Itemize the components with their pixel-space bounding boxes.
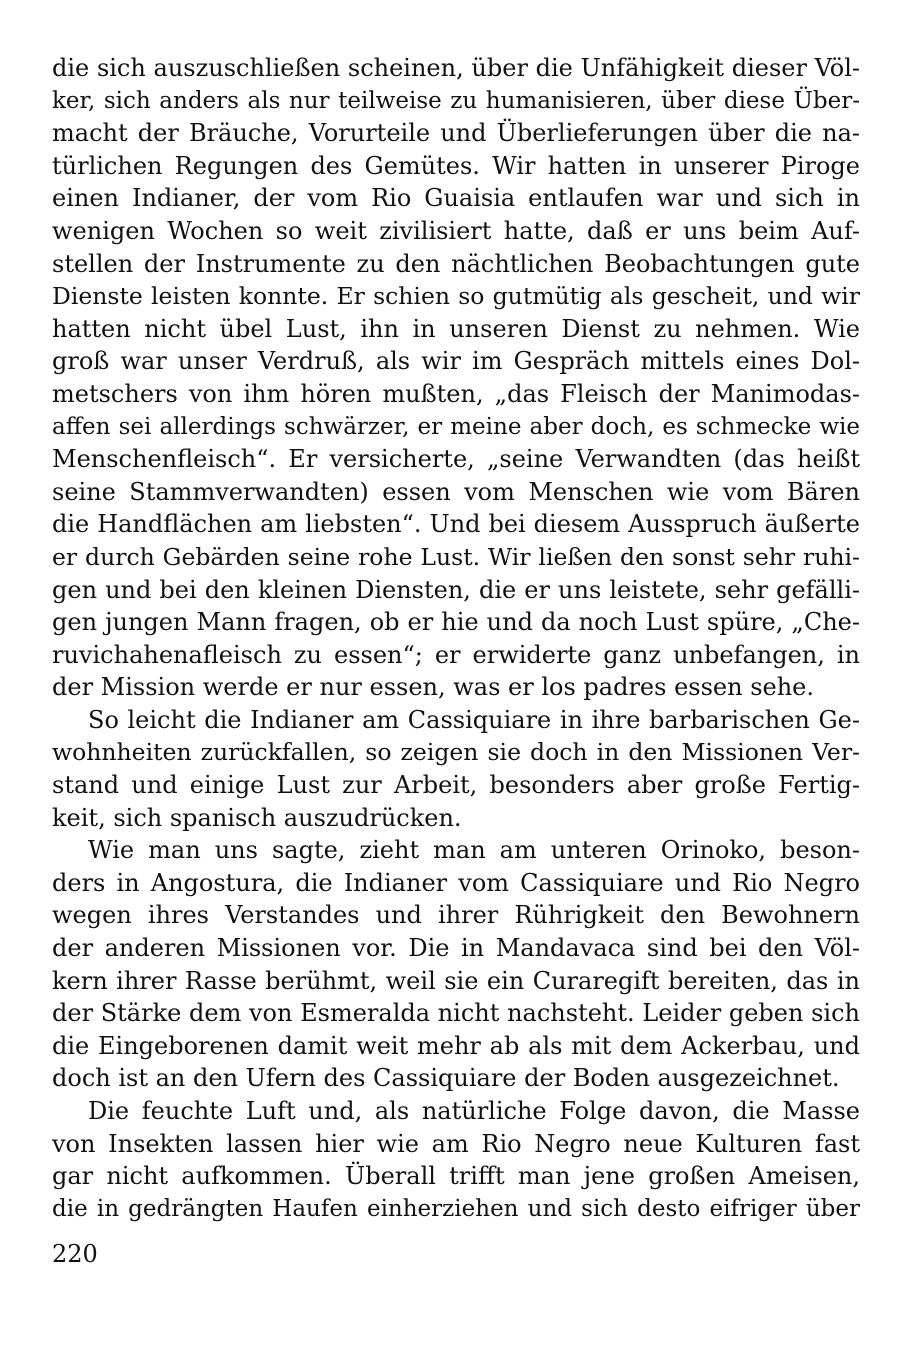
text-line: einen Indianer, der vom Rio Guaisia entlaufen war und sich in (52, 184, 860, 213)
text-line: metschers von ihm hören mußten, „das Fleisch der Manimodas- (52, 379, 860, 408)
paragraph (52, 834, 860, 1095)
text-line: affen sei allerdings schwärzer, er meine aber doch, es schmecke wie (52, 413, 860, 440)
text-line: wohnheiten zurückfallen, so zeigen sie doch in den Missionen Ver- (52, 738, 860, 767)
text-line: ders in Angostura, die Indianer vom Cassiquiare und Rio Negro (52, 868, 860, 897)
text-line: stand und einige Lust zur Arbeit, besonders aber große Fertig- (52, 771, 860, 800)
text-line: wegen ihres Verstandes und ihrer Rührigkeit den Bewohnern (52, 901, 860, 930)
page-number: 220 (52, 1240, 98, 1268)
text-line: macht der Bräuche, Vorurteile und Überlieferungen über die na- (52, 119, 860, 148)
text-line: keit, sich spanisch auszudrücken. (52, 803, 462, 832)
text-line: ker, sich anders als nur teilweise zu humanisieren, über diese Über- (52, 87, 860, 114)
text-line: gen jungen Mann fragen, ob er hie und da noch Lust spüre, „Che- (52, 608, 860, 637)
text-line: gen und bei den kleinen Diensten, die er uns leistete, sehr gefälli- (52, 575, 860, 604)
text-line: kern ihrer Rasse berühmt, weil sie ein Curaregift bereiten, das in (52, 966, 860, 995)
text-line: der Stärke dem von Esmeralda nicht nachsteht. Leider geben sich (52, 999, 860, 1028)
body-text (52, 52, 860, 1225)
text-line: doch ist an den Ufern des Cassiquiare der Boden ausgezeichnet. (52, 1064, 840, 1093)
text-line: ruvichahenafleisch zu essen“; er erwiderte ganz unbefangen, in (52, 640, 860, 669)
text-line: So leicht die Indianer am Cassiquiare in ihre barbarischen Ge- (88, 705, 860, 734)
paragraph (52, 1095, 860, 1225)
text-line: die sich auszuschließen scheinen, über die Unfähigkeit dieser Völ- (52, 54, 860, 82)
text-line: hatten nicht übel Lust, ihn in unseren Dienst zu nehmen. Wie (52, 314, 860, 343)
text-line: Wie man uns sagte, zieht man am unteren Orinoko, beson- (88, 836, 860, 865)
text-line: wenigen Wochen so weit zivilisiert hatte, daß er uns beim Auf- (52, 216, 860, 245)
text-line: die in gedrängten Haufen einherziehen und sich desto eifriger über (52, 1195, 860, 1222)
text-line: Dienste leisten konnte. Er schien so gutmütig als gescheit, und wir (52, 282, 860, 311)
text-line: von Insekten lassen hier wie am Rio Negro neue Kulturen fast (52, 1129, 860, 1158)
text-line: Die feuchte Luft und, als natürliche Folge davon, die Masse (88, 1097, 860, 1125)
text-line: der Mission werde er nur essen, was er los padres essen sehe. (52, 673, 815, 702)
text-line: die Handflächen am liebsten“. Und bei diesem Ausspruch äußerte (52, 510, 860, 539)
text-line: groß war unser Verdruß, als wir im Gespräch mittels eines Dol- (52, 347, 860, 376)
text-line: Menschenfleisch“. Er versicherte, „seine Verwandten (das heißt (52, 445, 860, 474)
text-line: stellen der Instrumente zu den nächtlichen Beobachtungen gute (52, 249, 860, 278)
text-line: seine Stammverwandten) essen vom Menschen wie vom Bären (52, 477, 860, 506)
paragraph (52, 704, 860, 834)
text-line: gar nicht aufkommen. Überall trifft man jene großen Ameisen, (52, 1162, 860, 1191)
text-line: der anderen Missionen vor. Die in Mandavaca sind bei den Völ- (52, 934, 860, 963)
text-line: er durch Gebärden seine rohe Lust. Wir ließen den sonst sehr ruhi- (52, 542, 860, 571)
text-line: türlichen Regungen des Gemütes. Wir hatten in unserer Piroge (52, 151, 860, 180)
text-line: die Eingeborenen damit weit mehr ab als mit dem Ackerbau, und (52, 1031, 860, 1060)
paragraph (52, 52, 860, 704)
